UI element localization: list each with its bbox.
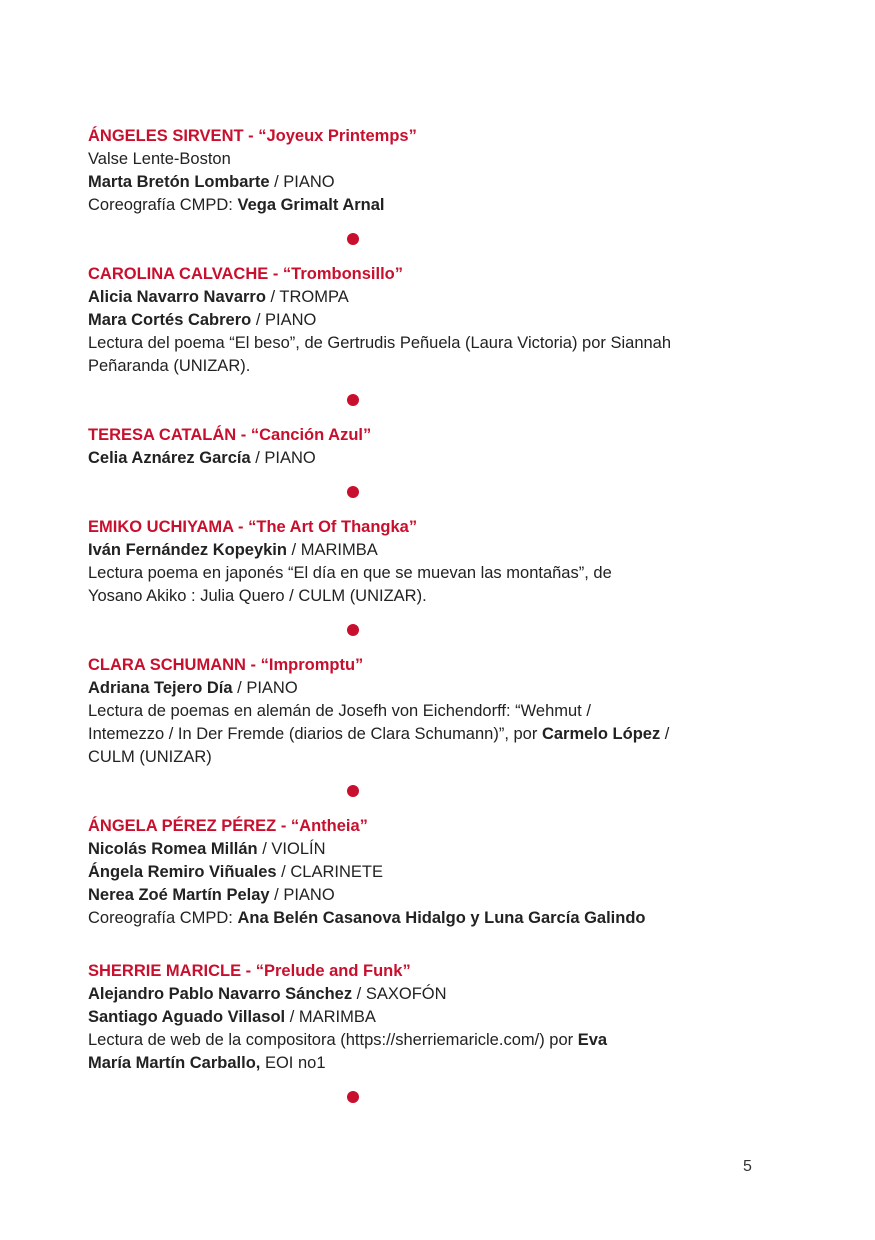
performer-line bbox=[88, 309, 768, 332]
spacer bbox=[88, 930, 768, 960]
performer-name: Carmelo López bbox=[541, 725, 661, 743]
line-text: CULM (UNIZAR) bbox=[88, 748, 212, 766]
line-text: / SAXOFÓN bbox=[352, 985, 447, 1003]
performer-line bbox=[88, 1052, 768, 1075]
performer-name: Alejandro Pablo Navarro Sánchez bbox=[88, 985, 353, 1003]
performer-name: Nerea Zoé Martín Pelay bbox=[88, 886, 270, 904]
performer-line bbox=[88, 1006, 768, 1029]
piece-title: TERESA CATALÁN - “Canción Azul” bbox=[88, 426, 372, 444]
line-text: EOI no1 bbox=[260, 1054, 326, 1072]
piece-title: CAROLINA CALVACHE - “Trombonsillo” bbox=[88, 265, 404, 283]
line-text: Lectura de poemas en alemán de Josefh von Eichendorff: “Wehmut / bbox=[88, 702, 591, 720]
line-text: / MARIMBA bbox=[286, 541, 378, 559]
line-text: / MARIMBA bbox=[285, 1008, 376, 1026]
program-item bbox=[88, 654, 768, 769]
performer-line bbox=[88, 907, 768, 930]
page-number: 5 bbox=[743, 1158, 752, 1175]
separator bbox=[88, 470, 768, 516]
performer-line bbox=[88, 447, 768, 470]
performer-name: Ángela Remiro Viñuales bbox=[88, 863, 277, 881]
performer-line bbox=[88, 585, 768, 608]
program-item bbox=[88, 125, 768, 217]
line-text: / bbox=[660, 725, 670, 743]
piece-title: EMIKO UCHIYAMA - “The Art Of Thangka” bbox=[88, 518, 418, 536]
line-text: Coreografía CMPD: bbox=[88, 196, 238, 214]
performer-line bbox=[88, 723, 768, 746]
line-text: / PIANO bbox=[269, 173, 335, 191]
separator bbox=[88, 378, 768, 424]
performer-name: Santiago Aguado Villasol bbox=[88, 1008, 286, 1026]
line-text: Lectura poema en japonés “El día en que se muevan las montañas”, de bbox=[88, 564, 612, 582]
separator bbox=[88, 769, 768, 815]
performer-line bbox=[88, 171, 768, 194]
line-text: Valse Lente-Boston bbox=[88, 150, 231, 168]
program-list bbox=[88, 125, 768, 1121]
performer-name: Alicia Navarro Navarro bbox=[88, 288, 266, 306]
piece-title: CLARA SCHUMANN - “Impromptu” bbox=[88, 656, 364, 674]
line-text: / PIANO bbox=[251, 311, 317, 329]
performer-line bbox=[88, 700, 768, 723]
program-item bbox=[88, 815, 768, 930]
separator bbox=[88, 1075, 768, 1121]
performer-name: Adriana Tejero Día bbox=[88, 679, 233, 697]
line-text: / PIANO bbox=[232, 679, 298, 697]
line-text: Lectura de web de la compositora (https://sherriemaricle.com/) por bbox=[88, 1031, 578, 1049]
separator bbox=[88, 217, 768, 263]
performer-line bbox=[88, 562, 768, 585]
program-item bbox=[88, 516, 768, 608]
performer-name: Ana Belén Casanova Hidalgo y Luna García Galindo bbox=[237, 909, 646, 927]
performer-name: Marta Bretón Lombarte bbox=[88, 173, 270, 191]
performer-line bbox=[88, 838, 768, 861]
piece-title: ÁNGELA PÉREZ PÉREZ - “Antheia” bbox=[88, 817, 368, 835]
performer-line bbox=[88, 332, 768, 355]
performer-name: María Martín Carballo, bbox=[88, 1054, 261, 1072]
program-item bbox=[88, 960, 768, 1075]
dot-separator-icon bbox=[347, 624, 359, 636]
performer-line bbox=[88, 286, 768, 309]
performer-line bbox=[88, 194, 768, 217]
performer-name: Iván Fernández Kopeykin bbox=[88, 541, 287, 559]
performer-line bbox=[88, 884, 768, 907]
performer-line bbox=[88, 983, 768, 1006]
line-text: / PIANO bbox=[250, 449, 316, 467]
performer-line bbox=[88, 1029, 768, 1052]
line-text: Intemezzo / In Der Fremde (diarios de Clara Schumann)”, por bbox=[88, 725, 542, 743]
line-text: Yosano Akiko : Julia Quero / CULM (UNIZAR). bbox=[88, 587, 427, 605]
line-text: / VIOLÍN bbox=[257, 840, 326, 858]
program-item bbox=[88, 263, 768, 378]
performer-line bbox=[88, 746, 768, 769]
dot-separator-icon bbox=[347, 233, 359, 245]
performer-name: Eva bbox=[577, 1031, 608, 1049]
line-text: Coreografía CMPD: bbox=[88, 909, 238, 927]
performer-line bbox=[88, 539, 768, 562]
performer-name: Nicolás Romea Millán bbox=[88, 840, 258, 858]
line-text: / TROMPA bbox=[265, 288, 349, 306]
dot-separator-icon bbox=[347, 486, 359, 498]
performer-name: Celia Aznárez García bbox=[88, 449, 251, 467]
performer-line bbox=[88, 677, 768, 700]
dot-separator-icon bbox=[347, 785, 359, 797]
piece-title: ÁNGELES SIRVENT - “Joyeux Printemps” bbox=[88, 127, 417, 145]
line-text: / PIANO bbox=[269, 886, 335, 904]
line-text: / CLARINETE bbox=[276, 863, 383, 881]
dot-separator-icon bbox=[347, 1091, 359, 1103]
performer-line bbox=[88, 861, 768, 884]
performer-line bbox=[88, 148, 768, 171]
program-item bbox=[88, 424, 768, 470]
performer-name: Mara Cortés Cabrero bbox=[88, 311, 252, 329]
performer-line bbox=[88, 355, 768, 378]
line-text: Peñaranda (UNIZAR). bbox=[88, 357, 251, 375]
performer-name: Vega Grimalt Arnal bbox=[237, 196, 385, 214]
dot-separator-icon bbox=[347, 394, 359, 406]
separator bbox=[88, 608, 768, 654]
piece-title: SHERRIE MARICLE - “Prelude and Funk” bbox=[88, 962, 411, 980]
line-text: Lectura del poema “El beso”, de Gertrudis Peñuela (Laura Victoria) por Siannah bbox=[88, 334, 672, 352]
